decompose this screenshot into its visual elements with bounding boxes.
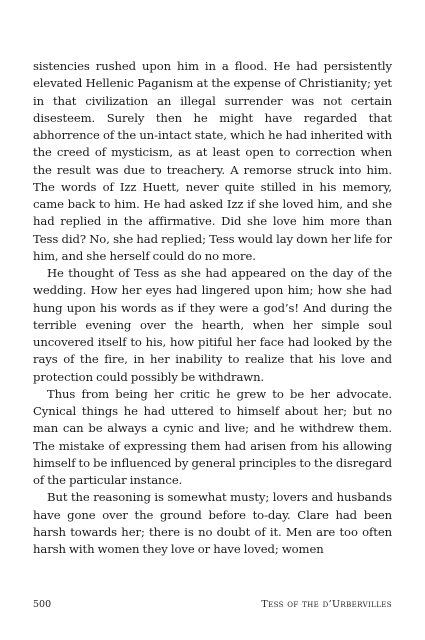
paragraph-3: Thus from being her critic he grew to be her advocate. Cynical things he had uttered to himself about her; but no man can be always a cynic and live; and he withdrew them. The mistake of expressing them had arisen from his allowing himself to be influenced by general principles to the disregard of the particular instance. <box>33 386 392 487</box>
paragraph-4: But the reasoning is somewhat musty; lovers and husbands have gone over the ground before to-day. Clare had been harsh towards her; there is no doubt of it. Men are too often harsh with women they love or have loved; women <box>33 490 392 556</box>
paragraph-2: He thought of Tess as she had appeared on the day of the wedding. How her eyes had lingered upon him; how she had hung upon his words as if they were a god’s! And during the terrible evening over the hearth, when her simple soul uncovered itself to his, how pitiful her face had looked by the rays of the fire, in her inability to realize that his love and protection could possibly be withdrawn. <box>33 266 392 384</box>
paragraph-1: sistencies rushed upon him in a flood. He had persistently elevated Hellenic Paganism at the expense of Christianity; yet in that civilization an illegal surrender was not certain disesteem. Surely then he might have regarded that abhorrence of the un-intact state, which he had inherited with the creed of mysticism, as at least open to correction when the result was due to treachery. A remorse struck into him. The words of Izz Huett, never quite stilled in his memory, came back to him. He had asked Izz if she loved him, and she had replied in the affirmative. Did she love him more than Tess did? No, she had replied; Tess would lay down her life for him, and she herself could do no more. <box>33 59 392 263</box>
running-title: Tess of the d’Urbervilles <box>261 599 392 610</box>
page-number: 500 <box>33 599 52 610</box>
page-footer <box>33 598 392 612</box>
body-text <box>33 58 392 558</box>
